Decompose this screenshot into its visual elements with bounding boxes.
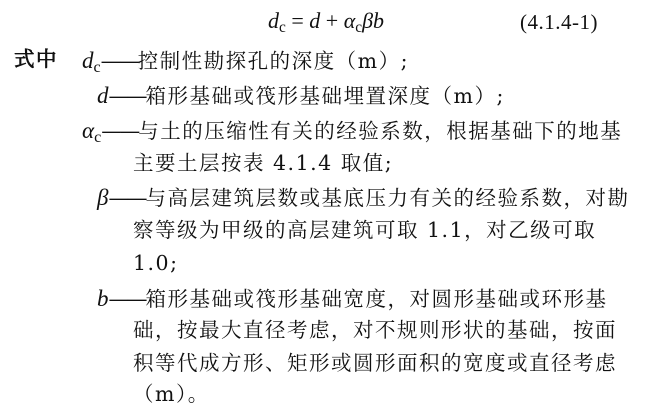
where-label: 式中 <box>14 47 58 71</box>
definition-d <box>97 84 505 107</box>
equation-formula: $d_c = d + \alpha_c\beta b$ <box>268 8 385 36</box>
definition-dc <box>82 48 410 77</box>
definition-dash: —— <box>108 186 146 210</box>
symbol-beta: β <box>97 185 109 210</box>
definition-text-line: 1.0; <box>133 251 179 275</box>
definition-text-line: 与土的压缩性有关的经验系数，根据基础下的地基 <box>138 119 623 143</box>
definition-dash: —— <box>100 49 138 73</box>
definition-text-line: 积等代成方形、矩形或圆形面积的宽度或直径考虑 <box>133 351 617 375</box>
definition-text-line: 察等级为甲级的高层建筑可取 1.1，对乙级可取 <box>133 218 597 242</box>
definition-text-line: （m）。 <box>133 382 210 406</box>
definition-text-line: 箱形基础或筏形基础宽度，对圆形基础或环形基 <box>145 287 608 311</box>
definition-beta <box>97 186 629 209</box>
definition-text: 控制性勘探孔的深度（m）; <box>137 49 410 73</box>
definition-b <box>97 287 608 310</box>
equation <box>268 8 385 36</box>
symbol-d: d <box>97 83 109 108</box>
symbol-alpha-c: $\alpha_c$ <box>82 118 102 147</box>
definition-text-line: 础，按最大直径考虑，对不规则形状的基础，按面 <box>133 318 617 342</box>
definition-text-line: 与高层建筑层数或基底压力有关的经验系数，对勘 <box>145 186 630 210</box>
definition-alpha-c <box>82 118 623 147</box>
symbol-b: b <box>97 286 109 311</box>
definition-text-line: 主要土层按表 4.1.4 取值; <box>133 151 394 175</box>
equation-number: (4.1.4-1) <box>520 10 598 34</box>
definition-dash: —— <box>108 287 146 311</box>
definition-dash: —— <box>108 84 146 108</box>
definition-dash: —— <box>101 119 139 143</box>
definition-text: 箱形基础或筏形基础埋置深度（m）; <box>145 84 505 108</box>
symbol-dc: $d_c$ <box>82 48 101 77</box>
